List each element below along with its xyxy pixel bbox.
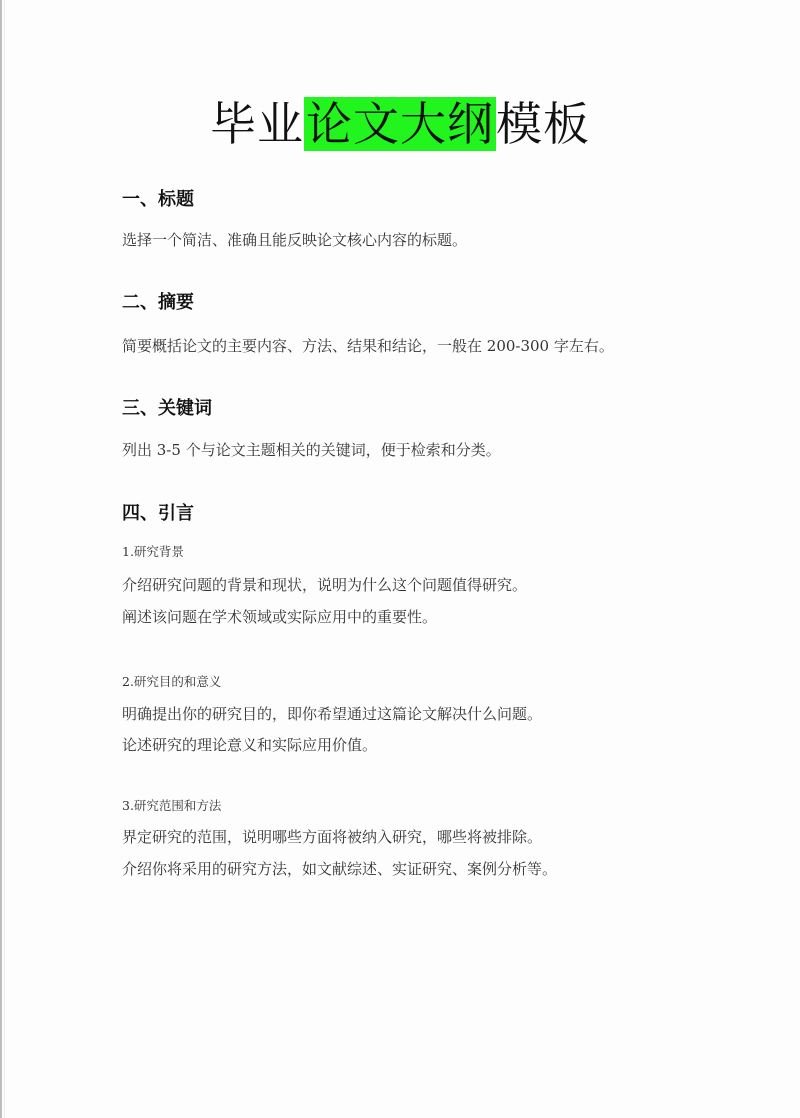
section-body-title: 选择一个简洁、准确且能反映论文核心内容的标题。: [122, 231, 468, 249]
subsection-line: 论述研究的理论意义和实际应用价值。: [122, 736, 378, 754]
subsection-line: 明确提出你的研究目的，即你希望通过这篇论文解决什么问题。: [122, 705, 543, 723]
subsection-line: 界定研究的范围，说明哪些方面将被纳入研究，哪些将被排除。: [122, 828, 543, 846]
subsection-line: 阐述该问题在学术领域或实际应用中的重要性。: [122, 608, 438, 626]
title-highlighted: 论文大纲: [306, 97, 494, 151]
title-suffix: 模板: [496, 97, 590, 151]
section-heading-title: 一、标题: [122, 189, 194, 210]
page-edge: [0, 0, 2, 1118]
subsection-title-scope: 3.研究范围和方法: [122, 798, 222, 813]
subsection-line: 介绍你将采用的研究方法，如文献综述、实证研究、案例分析等。: [122, 860, 558, 878]
section-heading-abstract: 二、摘要: [122, 292, 194, 313]
title-prefix: 毕业: [210, 97, 304, 151]
section-body-keywords: 列出 3-5 个与论文主题相关的关键词，便于检索和分类。: [122, 441, 501, 459]
section-body-abstract: 简要概括论文的主要内容、方法、结果和结论，一般在 200-300 字左右。: [122, 337, 614, 355]
subsection-title-purpose: 2.研究目的和意义: [122, 674, 222, 689]
document-title: [0, 92, 800, 156]
subsection-title-background: 1.研究背景: [122, 544, 184, 559]
section-heading-introduction: 四、引言: [122, 503, 194, 524]
subsection-line: 介绍研究问题的背景和现状，说明为什么这个问题值得研究。: [122, 576, 528, 594]
section-heading-keywords: 三、关键词: [122, 398, 212, 419]
page-edge-inner: [4, 0, 5, 1118]
